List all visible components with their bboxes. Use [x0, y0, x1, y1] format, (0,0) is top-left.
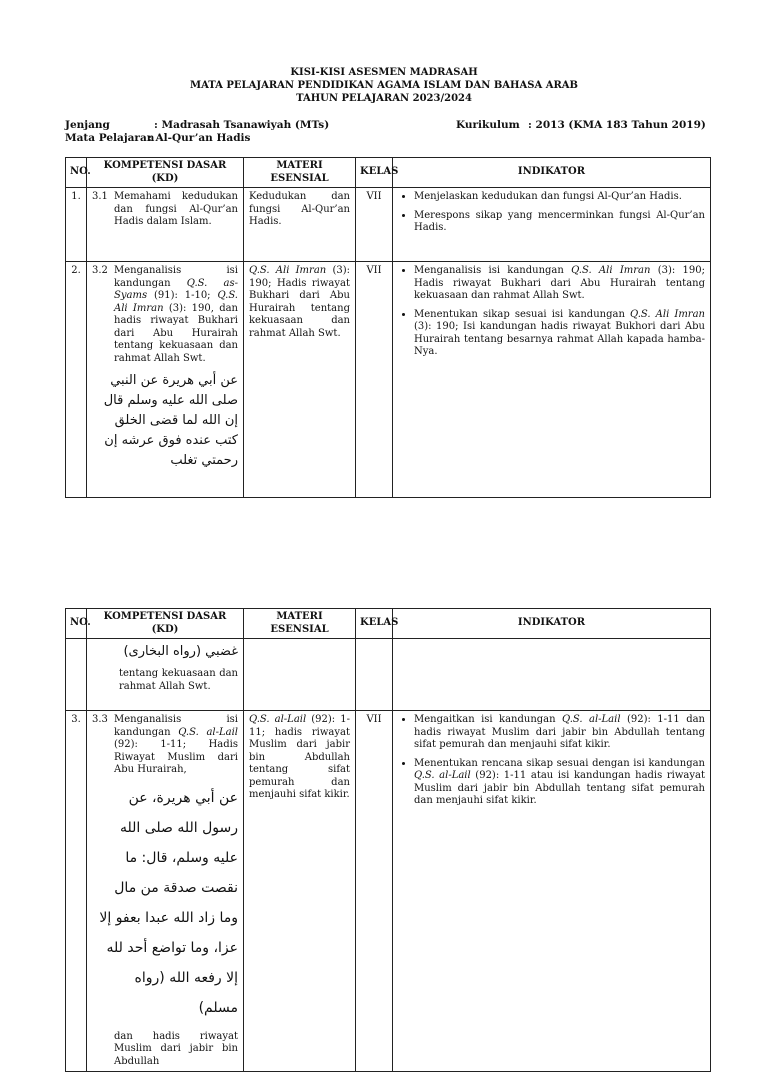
row-kd — [87, 188, 244, 262]
indikator-item: • Menganalisis isi kandungan Q.S. Ali Imran (3): 190; Hadis riwayat Bukhari dari Abu Hurairah tentang kekuasaan dan rahmat Allah Swt. — [414, 265, 705, 303]
row-kelas: VII — [356, 188, 393, 262]
arabic-hadith-text: عن أبي هريرة، عن رسول الله صلى الله عليه وسلم، قال: ما نقصت صدقة من مال وما زاد الله عبدا بعفو إلا عزا، وما تواضع أحد لله إلا رفعه الله (رواه مسلم) — [99, 789, 238, 1016]
table-header-row — [66, 609, 711, 639]
table-row — [66, 639, 711, 711]
jenjang-label: Jenjang — [65, 119, 110, 131]
header-materi: MATERI ESENSIAL — [244, 609, 356, 639]
jenjang-value: : Madrasah Tsanawiyah (MTs) — [154, 119, 330, 131]
indikator-item: • Mengaitkan isi kandungan Q.S. al-Lail (92): 1-11 dan hadis riwayat Muslim dari jabir bin Abdullah tentang sifat pemurah dan menjauhi sifat kikir. — [414, 714, 705, 752]
header-materi: MATERI ESENSIAL — [244, 158, 356, 188]
kd-number: 3.2 — [92, 265, 108, 276]
row-materi: Q.S. al-Lail (92): 1-11; hadis riwayat Muslim dari jabir bin Abdullah tentang sifat pemurah dan menjauhi sifat kikir. — [244, 711, 356, 1072]
table-header-row — [66, 158, 711, 188]
row-no: 2. — [66, 262, 87, 498]
row-kelas — [356, 639, 393, 711]
kisi-kisi-table-1 — [65, 157, 711, 498]
row-kd — [87, 639, 244, 711]
row-kelas: VII — [356, 262, 393, 498]
kd-number: 3.1 — [92, 191, 108, 202]
row-indikator — [393, 188, 711, 262]
arabic-hadith-text: عن أبي هريرة عن النبي صلى الله عليه وسلم قال إن الله لما قضى الخلق كتب عنده فوق عرشه إن رحمتي تغلب — [103, 373, 238, 468]
row-kd — [87, 711, 244, 1072]
indikator-item: • Menentukan rencana sikap sesuai dengan isi kandungan Q.S. al-Lail (92): 1-11 atau isi kandungan hadis riwayat Muslim dari jabir bin Abdullah tentang sifat pemurah dan menjauhi sifat kikir. — [414, 758, 705, 808]
indikator-item: • Merespons sikap yang mencerminkan fungsi Al-Qur’an Hadis. — [414, 210, 705, 235]
doc-year: TAHUN PELAJARAN 2023/2024 — [296, 93, 472, 104]
table-row — [66, 188, 711, 262]
row-indikator — [393, 262, 711, 498]
kd-text: tentang kekuasaan dan rahmat Allah Swt. — [119, 668, 238, 692]
row-indikator — [393, 639, 711, 711]
row-materi — [244, 639, 356, 711]
arabic-hadith-text: غضبي (رواه البخارى) — [123, 644, 238, 659]
kurikulum-label: Kurikulum — [456, 119, 520, 131]
row-no: 3. — [66, 711, 87, 1072]
doc-title: KISI-KISI ASESMEN MADRASAH — [290, 67, 478, 78]
row-materi: Q.S. Ali Imran (3): 190; Hadis riwayat Bukhari dari Abu Hurairah tentang kekuasaan dan rahmat Allah Swt. — [244, 262, 356, 498]
row-indikator — [393, 711, 711, 1072]
header-no: NO. — [66, 609, 87, 639]
header-kelas: KELAS — [356, 609, 393, 639]
kd-text: Menganalisis isi kandungan Q.S. as-Syams (91): 1-10; Q.S. Ali Imran (3): 190, dan hadis riwayat Bukhari dari Abu Hurairah tentang kekuasaan dan rahmat Allah Swt. — [114, 265, 238, 364]
header-kd: KOMPETENSI DASAR (KD) — [87, 609, 244, 639]
indikator-item: • Menjelaskan kedudukan dan fungsi Al-Qur’an Hadis. — [414, 191, 705, 204]
kurikulum-value: : 2013 (KMA 183 Tahun 2019) — [528, 119, 706, 131]
kd-text: dan hadis riwayat Muslim dari jabir bin Abdullah — [114, 1030, 238, 1067]
mapel-value: : Al-Qur’an Hadis — [148, 132, 251, 144]
row-kd — [87, 262, 244, 498]
row-no — [66, 639, 87, 711]
header-no: NO. — [66, 158, 87, 188]
header-indikator: INDIKATOR — [393, 609, 711, 639]
row-materi: Kedudukan dan fungsi Al-Qur’an Hadis. — [244, 188, 356, 262]
indikator-item: • Menentukan sikap sesuai isi kandungan Q.S. Ali Imran (3): 190; Isi kandungan hadis riwayat Bukhori dari Abu Hurairah tentang besarnya rahmat Allah kapada hamba-Nya. — [414, 309, 705, 359]
kisi-kisi-table-2 — [65, 608, 711, 1072]
doc-subtitle: MATA PELAJARAN PENDIDIKAN AGAMA ISLAM DAN BAHASA ARAB — [190, 80, 578, 91]
header-kelas: KELAS — [356, 158, 393, 188]
header-kd: KOMPETENSI DASAR (KD) — [87, 158, 244, 188]
kd-number: 3.3 — [92, 714, 108, 725]
row-no: 1. — [66, 188, 87, 262]
kd-text: Menganalisis isi kandungan Q.S. al-Lail (92): 1-11; Hadis Riwayat Muslim dari Abu Hurairah, — [114, 714, 238, 775]
table-row — [66, 262, 711, 498]
header-indikator: INDIKATOR — [393, 158, 711, 188]
kd-text: Memahami kedudukan dan fungsi Al-Qur’an Hadis dalam Islam. — [114, 191, 238, 227]
row-kelas: VII — [356, 711, 393, 1072]
mapel-label: Mata Pelajaran — [65, 132, 155, 144]
table-row — [66, 711, 711, 1072]
